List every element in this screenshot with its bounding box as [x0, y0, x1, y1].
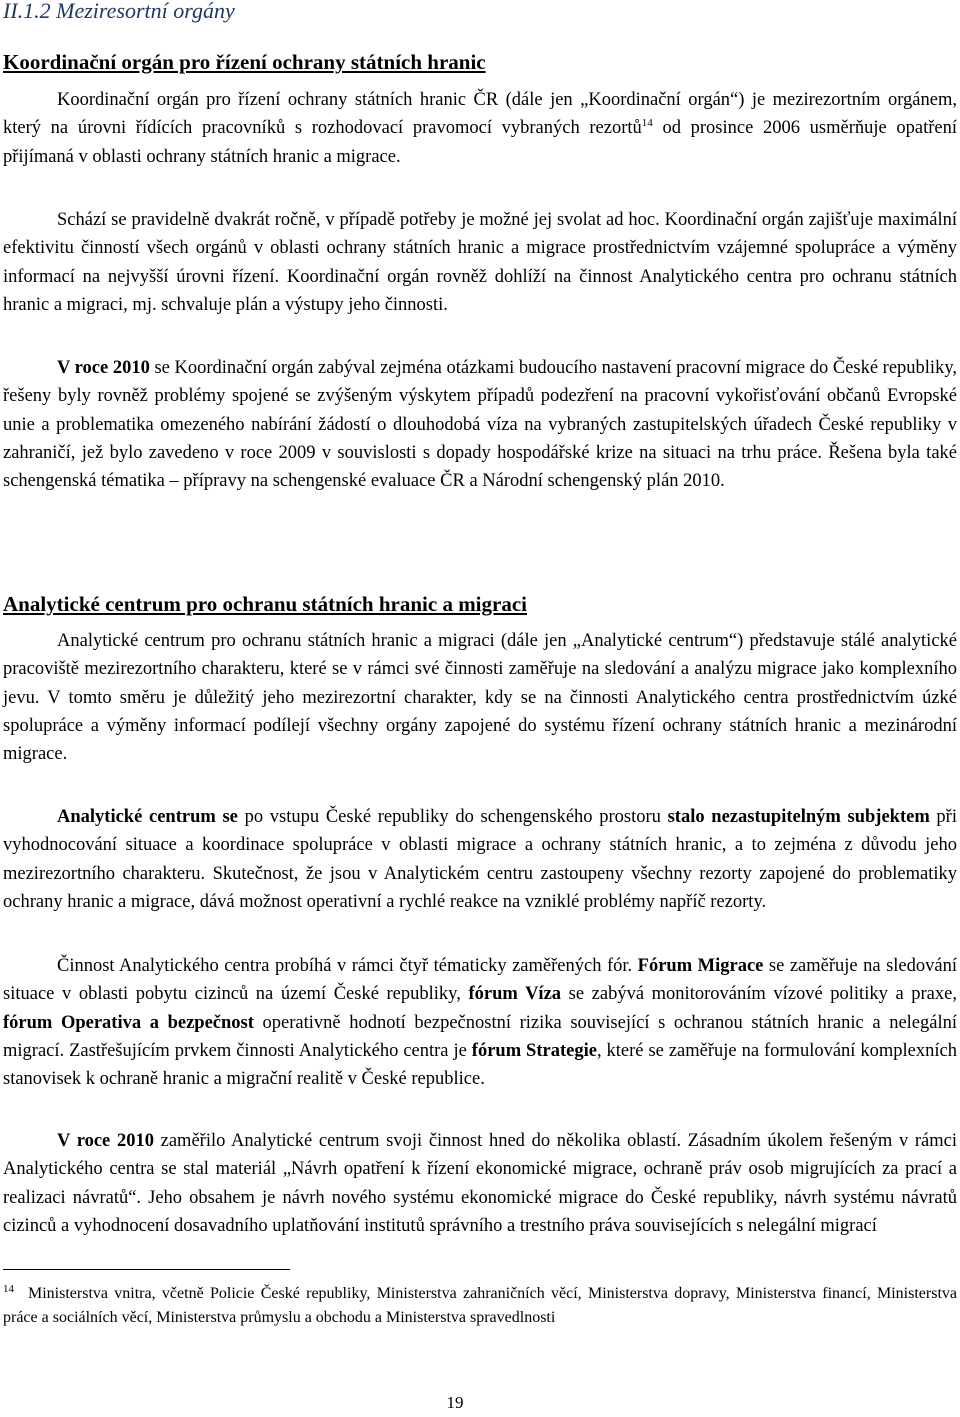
footnote-number: 14 — [3, 1282, 14, 1295]
paragraph — [3, 803, 957, 916]
footnote — [3, 1282, 957, 1330]
paragraph — [3, 206, 957, 319]
paragraph-text: Činnost Analytického centra probíhá v rámci čtyř tématicky zaměřených fór. — [57, 956, 638, 976]
paragraph-text: se Koordinační orgán zabýval zejména otázkami budoucího nastavení pracovní migrace do České republiky, řešeny byly rovněž problémy spojené se zvýšeným výskytem případů podezření na pracovní vykořisťování občanů Evropské unie a problematika omezeného nabírání žádostí o dlouhodobá víza na vybraných zastupitelských úřadech České republiky v zahraničí, jež bylo zavedeno v roce 2009 v souvislosti s dopady hospodářské krize na situaci na trhu práce. Řešena byla také schengenská tématika – přípravy na schengenské evaluace ČR a Národní schengenský plán 2010. — [3, 358, 957, 492]
bold-text: fórum Operativa a bezpečnost — [3, 1012, 254, 1033]
footnote-text: Ministerstva vnitra, včetně Policie České republiky, Ministerstva zahraničních věcí, Ministerstva dopravy, Ministerstva financí, Ministerstva práce a sociálních věcí, Ministerstva průmyslu a obchodu a Ministerstva spravedlnosti — [3, 1285, 957, 1326]
paragraph-text: Analytické centrum pro ochranu státních hranic a migraci (dále jen „Analytické centrum“) představuje stálé analytické pracoviště mezirezortního charakteru, které se v rámci své činnosti zaměřuje na sledování a analýzu migrace jako komplexního jevu. V tomto směru je důležitý jeho mezirezortní charakter, kdy se na činnosti Analytického centra prostřednictvím úzké spolupráce a výměny informací podílejí všechny orgány zapojené do systému řízení ochrany státních hranic a mezinárodní migrace. — [3, 631, 957, 765]
paragraph-text: po vstupu České republiky do schengenského prostoru — [237, 807, 668, 827]
paragraph — [3, 952, 957, 1093]
paragraph-text: od prosince 2006 usměrňuje opatření přijímaná v oblasti ochrany státních hranic a migrace. — [3, 118, 957, 167]
paragraph-text: Koordinační orgán pro řízení ochrany státních hranic ČR (dále jen „Koordinační orgán“) je mezirezortním orgánem, který na úrovni řídících pracovníků s rozhodovací pravomocí vybraných rezortů — [3, 90, 957, 139]
bold-text: V roce 2010 — [57, 358, 150, 378]
page-number: 19 — [446, 1393, 464, 1412]
section-title-koordinacni-organ: Koordinační orgán pro řízení ochrany státních hranic — [3, 50, 486, 74]
paragraph-text: se zaměřuje na sledování situace v oblasti pobytu cizinců na území České republiky, — [3, 956, 957, 1005]
paragraph-text: se zabývá monitorováním vízové politiky a praxe, — [561, 984, 957, 1005]
bold-text: Analytické centrum se — [57, 807, 238, 827]
bold-text: V roce 2010 — [57, 1131, 154, 1151]
footnote-separator — [3, 1269, 290, 1270]
section-title-analyticke-centrum: Analytické centrum pro ochranu státních hranic a migraci — [3, 592, 527, 616]
paragraph — [3, 354, 957, 495]
paragraph-text: zaměřilo Analytické centrum svoji činnost hned do několika oblastí. Zásadním úkolem řešeným v rámci Analytického centra se stal materiál „Návrh opatření k řízení ekonomické migrace, ochraně práv osob migrujících za prací a realizaci návratů“. Jeho obsahem je návrh nového systému ekonomické migrace do České republiky, návrh systému návratů cizinců a vyhodnocení dosavadního uplatňování institutů správního a trestního práva souvisejících s nelegální migrací — [3, 1131, 957, 1236]
paragraph-text: při vyhodnocování situace a koordinace spolupráce v oblasti migrace a ochrany státních hranic, a to zejména z důvodu jeho mezirezortního charakteru. Skutečnost, že jsou v Analytickém centru zastoupeny všechny rezorty zapojené do problematiky ochrany hranic a migrace, dává možnost operativní a rychlé reakce na vzniklé problémy napříč rezorty. — [3, 807, 957, 912]
paragraph-text: , které se zaměřuje na formulování komplexních stanovisek k ochraně hranic a migrační realitě v České republice. — [3, 1040, 957, 1090]
footnote-reference: 14 — [641, 117, 653, 130]
paragraph — [3, 86, 957, 171]
paragraph — [3, 1127, 957, 1240]
bold-text: fórum Víza — [468, 984, 562, 1005]
bold-text: stalo nezastupitelným subjektem — [667, 807, 930, 827]
bold-text: Fórum Migrace — [637, 956, 764, 976]
section-heading: II.1.2 Meziresortní orgány — [3, 0, 235, 23]
paragraph — [3, 627, 957, 768]
paragraph-text: operativně hodnotí bezpečnostní rizika související s ochranou státních hranic a nelegální migrací. Zastřešujícím prvkem činnosti Analytického centra je — [3, 1012, 958, 1061]
paragraph-text: Schází se pravidelně dvakrát ročně, v případě potřeby je možné jej svolat ad hoc. Koordinační orgán zajišťuje maximální efektivitu činností všech orgánů v oblasti ochrany státních hranic a migrace prostřednictvím vzájemné spolupráce a výměny informací na nejvyšší úrovni řízení. Koordinační orgán rovněž dohlíží na činnost Analytického centra pro ochranu státních hranic a migraci, mj. schvaluje plán a výstupy jeho činnosti. — [3, 210, 957, 315]
bold-text: fórum Strategie — [471, 1040, 597, 1061]
